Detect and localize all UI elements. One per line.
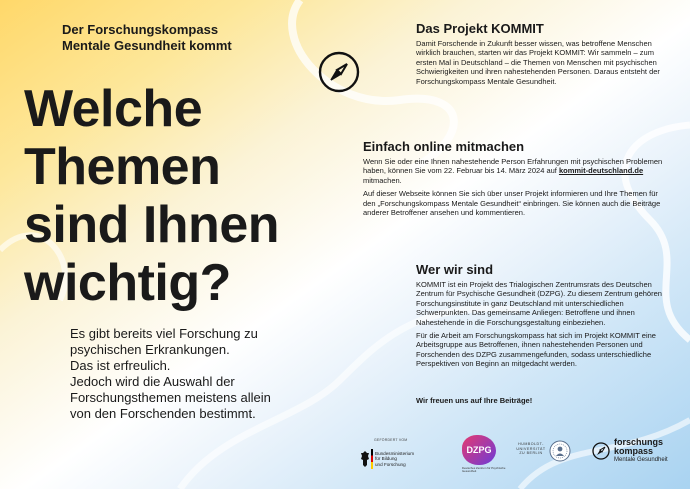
logo-bar <box>360 430 680 480</box>
kicker-line-1: Der Forschungskompass <box>62 22 219 37</box>
compass-icon <box>318 51 360 93</box>
intro-line-2: psychischen Erkrankungen. <box>70 342 230 357</box>
intro-text <box>70 326 370 422</box>
university-seal-icon <box>549 440 571 462</box>
headline-line-1: Welche <box>24 80 203 138</box>
dzpg-subtitle: Deutsches Zentrum für Psychische Gesundheit <box>462 466 506 474</box>
website-link[interactable]: kommit-deutschland.de <box>558 166 644 176</box>
bmbf-line-1: Bundesministerium <box>375 451 415 456</box>
eagle-icon <box>360 450 370 468</box>
section-online-text <box>363 157 663 185</box>
flag-stripes <box>371 449 373 469</box>
section-wer-text-1: KOMMIT ist ein Projekt des Trialogischen Zentrumsrats des Deutschen Zentrum für Psychische Gesundheit (DZPG). Zu diesem Zentrum gehören Forschungsinstitute in ganz Deutschland mit unterschiedlichen Schwerpunkten. Das gemeinsame Anliegen: Betroffene und ihnen Nahestehende in die Forschungsgestaltung einbeziehen. <box>416 280 662 327</box>
intro-line-4: Jedoch wird die Auswahl der <box>70 374 235 389</box>
kicker <box>62 22 232 54</box>
compass-logo-icon <box>592 442 610 460</box>
kicker-line-2: Mentale Gesundheit kommt <box>62 38 232 53</box>
online-text-before: Wenn Sie oder eine Ihnen nahestehende Person Erfahrungen mit psychischen Problemen haben, können Sie vom 22. Februar bis 14. März 2024 auf <box>363 157 663 176</box>
section-wer-wir-sind <box>416 262 676 369</box>
dzpg-mark: DZPG <box>462 435 496 465</box>
section-wer-text-2: Für die Arbeit am Forschungskompass hat sich im Projekt KOMMIT eine Arbeitsgruppe aus Betroffenen, ihnen nahestehenden Personen und Forschenden des DZPG zusammengefunden, sodass unterschiedliche Perspektiven von Beginn an mitgedacht werden. <box>416 331 656 369</box>
fk-line-2: kompass <box>614 446 654 456</box>
section-online <box>363 139 663 217</box>
section-project-text: Damit Forschende in Zukunft besser wissen, was betroffene Menschen wirklich brauchen, starten wir das Projekt KOMMIT: Wir sammeln – zum ersten Mal in Deutschland – die Themen von Menschen mit psychischen Schwierigkeiten und ihren nahestehenden Personen. Daraus entsteht der Forschungskompass Mentale Gesundheit. <box>416 39 660 86</box>
fk-line-3: Mentale Gesundheit <box>614 457 668 463</box>
intro-line-3: Das ist erfreulich. <box>70 358 171 373</box>
bmbf-funded-by: GEFÖRDERT VOM <box>374 438 408 442</box>
intro-line-6: von den Forschenden bestimmt. <box>70 406 256 421</box>
fk-line-1: forschungs <box>614 437 664 447</box>
hu-line-1: HUMBOLDT- <box>518 442 544 446</box>
section-online-text-2: Auf dieser Webseite können Sie sich über unser Projekt informieren und Ihre Themen für den „Forschungskompass Mentale Gesundheit“ einbringen. Sie können auch die Beiträge anderer Betroffener ansehen und kommentieren. <box>363 189 661 218</box>
bmbf-name <box>375 451 435 467</box>
headline-line-4: wichtig? <box>24 254 231 312</box>
headline-line-3: sind Ihnen <box>24 196 279 254</box>
online-text-after: mitmachen. <box>363 175 402 185</box>
section-project <box>416 21 676 86</box>
headline <box>24 80 279 312</box>
intro-line-5: Forschungsthemen meistens allein <box>70 390 271 405</box>
section-wer-title: Wer wir sind <box>416 262 494 277</box>
intro-line-1: Es gibt bereits viel Forschung zu <box>70 326 258 341</box>
section-project-title: Das Projekt KOMMIT <box>416 21 544 36</box>
bmbf-line-3: und Forschung <box>375 461 406 467</box>
dzpg-logo <box>462 435 512 473</box>
hu-name <box>516 442 546 456</box>
hu-line-3: ZU BERLIN <box>519 451 543 456</box>
section-online-title: Einfach online mitmachen <box>363 139 525 154</box>
closing-text: Wir freuen uns auf Ihre Beiträge! <box>416 396 533 405</box>
headline-line-2: Themen <box>24 138 221 196</box>
bmbf-line-2: für Bildung <box>375 456 397 462</box>
hu-line-2: UNIVERSITÄT <box>516 446 546 451</box>
